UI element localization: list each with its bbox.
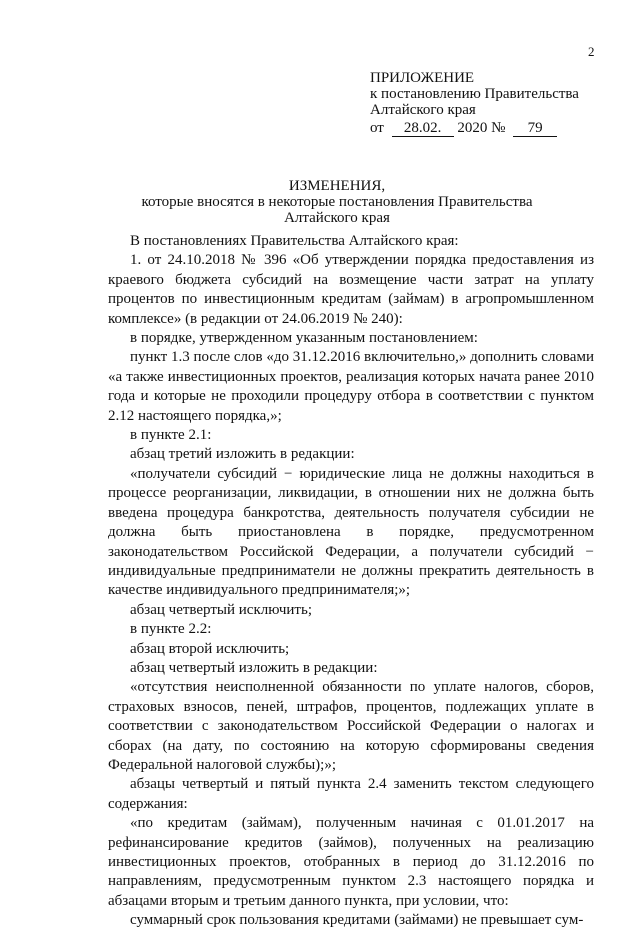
paragraph: 1. от 24.10.2018 № 396 «Об утверждении порядка предоставления из краевого бюджета субсидий на возмещение части затрат на уплату процентов по инвестиционным кредитам (займам) в агропромышленном комплексе» (в редакции от 24.06.2019 № 240): xyxy=(108,252,594,327)
paragraph: пункт 1.3 после слов «до 31.12.2016 включительно,» дополнить словами «а также инвестиционных проектов, реализация которых начата ранее 2010 года и которые не проходили процедуру отбора в соответствии с пунктом 2.12 настоящего порядка,»; xyxy=(108,349,594,424)
paragraph: абзацы четвертый и пятый пункта 2.4 заменить текстом следующего содержания: xyxy=(108,776,594,812)
paragraph: «по кредитам (займам), полученным начиная с 01.01.2017 на рефинансирование кредитов (займов), полученных на реализацию инвестиционных проектов, отобранных в период до 31.12.2016 по направлениям, предусмотренным пунктом 2.3 настоящего порядка и абзацами вторым и третьим данного пункта, при условии, что: xyxy=(108,815,594,909)
number-label: № xyxy=(491,120,506,136)
appendix-block xyxy=(370,70,579,137)
order-date-value: 28.02. xyxy=(403,120,442,136)
document-body xyxy=(108,232,594,931)
heading-title: ИЗМЕНЕНИЯ, xyxy=(288,178,386,194)
paragraph: абзац третий изложить в редакции: xyxy=(130,446,355,463)
paragraph: в порядке, утвержденном указанным постановлением: xyxy=(130,330,478,347)
heading-line-1: которые вносятся в некоторые постановления Правительства xyxy=(141,194,533,210)
paragraph: абзац четвертый изложить в редакции: xyxy=(130,659,378,676)
paragraph: абзац второй исключить; xyxy=(130,640,290,657)
page-number: 2 xyxy=(588,44,595,59)
paragraph: В постановлениях Правительства Алтайского края: xyxy=(130,233,459,249)
order-number-value: 79 xyxy=(527,120,543,136)
order-number xyxy=(513,120,557,137)
paragraph: «отсутствия неисполненной обязанности по уплате налогов, сборов, страховых взносов, пеней, штрафов, процентов, подлежащих уплате в соответствии с законодательством Российской Федерации о налогах и сборах (на дату, по состоянию на которую сформированы сведения Федеральной налоговой службы);»; xyxy=(108,679,594,773)
document-heading xyxy=(0,178,639,226)
order-date xyxy=(392,120,454,137)
appendix-line-1: к постановлению Правительства xyxy=(370,86,579,102)
appendix-title: ПРИЛОЖЕНИЕ xyxy=(370,70,475,86)
paragraph: «получатели субсидий − юридические лица не должны находиться в процессе реорганизации, ликвидации, в отношении них не должна быть введена процедура банкротства, деятельность получателя субсидии не должна быть приостановлена в порядке, предусмотренном законодательством Российской Федерации, а получатели субсидий − индивидуальные предприниматели не должны прекратить деятельность в качестве индивидуального предпринимателя;»; xyxy=(108,465,594,599)
appendix-order-line xyxy=(370,120,579,137)
heading-line-2: Алтайского края xyxy=(284,210,390,226)
paragraph: в пункте 2.1: xyxy=(130,427,212,444)
paragraph: абзац четвертый исключить; xyxy=(130,601,312,618)
paragraph: суммарный срок пользования кредитами (займами) не превышает сум- xyxy=(130,912,584,929)
order-year: 2020 xyxy=(457,120,488,136)
paragraph: в пункте 2.2: xyxy=(130,621,212,638)
appendix-line-2: Алтайского края xyxy=(370,102,476,118)
from-label: от xyxy=(370,120,384,136)
